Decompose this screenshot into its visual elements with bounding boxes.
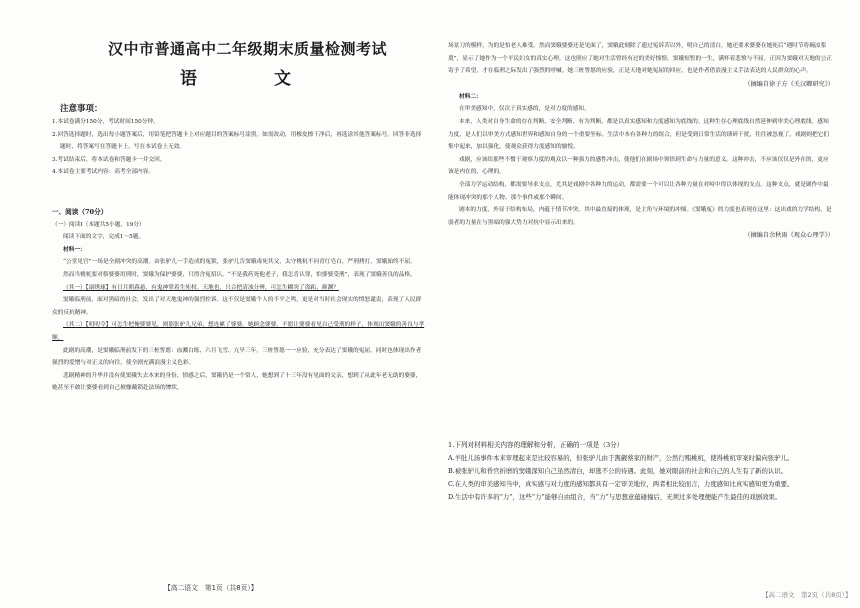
article-paragraph: 本来，人类对自身生命的存在判断、安全判断、有为判断，都是以真实感知和力度感知为底线的。这种生存心理底线自然延伸到审美心理底线。感知力度，是人们以审美方式感知世界和感知自身的一个重要坐标。生活中本有各种力的组合，但是受到日常生活的琐碎干扰，往往被忽视了。戏剧则把它们集中起来，加以强化，使观众获得力度感知的愉悦。 — [448, 118, 830, 151]
subsection-heading: （一）阅读Ⅰ（本题共5小题，19分） — [52, 221, 145, 228]
page-footer-left: 【高二语文 第1页（共8页）】 — [164, 584, 258, 592]
option-d: D.生活中有许多的“力”，这些“力”能够自由组合，当“力”与思想意蕴碰撞后，无须过多处理便能产生最佳的戏剧效果。 — [448, 493, 782, 501]
article-paragraph: 戏剧，应该给那些不惯于观察力度的观众以一种强力的感性冲击，使他们在剧场中领悟到生命与力量的意义。这种冲击，不应该仅仅是外在的，更应该是内在的、心理的。 — [448, 156, 829, 176]
source-citation: （摘编自徐子方《关汉卿研究》） — [744, 80, 834, 88]
article-paragraph: “公堂见官”一场是全剧冲突的高潮。由张驴儿一手造成的冤狱，张驴儿告窦娥毒死其父，太守桃杌不问青红皂白，严刑拷打，窦娥始终不屈。 — [63, 259, 416, 266]
option-b: B.被张驴儿和昏官折磨的窦娥深知自己虽然清白，却逃不公的待遇。此刻，她对眼前的社会和自己的人生有了新的认识。 — [448, 467, 788, 475]
quoted-lyric: （其一）【滚绣球】有日月朝暮悬，有鬼神掌着生死权。天地也，只合把清浊分辨，可怎生糊突了盗跖、颜渊？ — [63, 284, 339, 291]
article-paragraph: 然而当桃杌要对蔡婆婆用刑时，窦娥为保护婆婆，只得含冤招认。“不是我药死他老子，我怎肯认罪，怕婆婆受刑”，表现了窦娥善良的品格。 — [63, 271, 416, 278]
notice-item: 1.本试卷满分150分，考试时间150分钟。 — [52, 119, 159, 125]
material-label: 材料二： — [459, 93, 482, 100]
reading-section — [52, 206, 426, 395]
article-paragraph: 窦娥临刑前，面对黑暗的社会，发出了对天地鬼神的强烈控诉。这不仅是窦娥个人的不平之鸣，更是对当时社会现实的愤怒谴责，表现了人民群众的反抗精神。 — [52, 297, 422, 316]
notice-item: 2.回答选择题时，选出每小题答案后，用铅笔把答题卡上对应题目的答案标号涂黑。如需改动，用橡皮擦干净后，再选涂其他答案标号。回答非选择题时，将答案写在答题卡上。写在本试卷上无效。 — [52, 131, 422, 151]
source-citation: （摘编自余秋雨《观众心理学》） — [744, 232, 834, 240]
article-paragraph: 场景刀的模样，为的是怕老人难受。然而窦娥婆婆还是见面了，窦娥此刻除了遗过冤诉苦以外，明自己的清白，她还要求婆婆在她死后“遇时节将碗凉浆奠”，显示了她作为一个平民妇女的真实心理，这也照应了她对生活曾经有过的美好憧憬。窦娥短暂的一生，满怀着悲愤与不屈。正因为窦娥对天地的公正寄予了希望，才在临刑之际发出了强烈的呼喊。她三桩誓愿的应验，正是天地对她冤屈的回应，也是作者借浪漫主义手法表达的人民群众的心声。 — [448, 43, 832, 75]
notice-list — [52, 116, 426, 179]
material-label: 材料一： — [63, 246, 86, 253]
quoted-lyric: （其二）【叨叨令】可怎生把俺婆婆见，则那张驴儿兄弟，想连累了婆婆。她顾念婆婆，不愿让婆婆看见自己受刑的样子，体现出窦娥的善良与孝顺。 — [52, 322, 425, 341]
question-stem: 1.下列对材料相关内容的理解和分析，正确的一项是（3分） — [448, 441, 624, 449]
option-c: C.在人类的审美感知当中，真实感与对力度的感知都具有一定审美地位，两者相比较而言，力度感知比真实感知更为重要。 — [448, 480, 794, 488]
notice-item: 3.考试结束后，将本试卷和答题卡一并交回。 — [52, 156, 166, 163]
article-paragraph: 悲剧精神的升华并没有使窦娥失去本来的身份，情感之后，窦娥仍是一个常人，她想到了十三年没有见面的父亲，想到了从此年老无助的婆婆，她甚至不敢让婆婆看到自己披枷戴锁赴法场的惨状。 — [52, 372, 422, 392]
article-paragraph: 全部力学运动结构，都需要导求支点，尤其是戏剧中各种力的运动，都需要一个可以让各种力量在对峙中得以体现的支点。这种支点，就是剧作中最能体现冲突的那个人物、那个事件或那个瞬间。 — [448, 181, 829, 201]
notice-item: 4.本试卷主要考试内容：高考全部内容。 — [52, 169, 155, 176]
notice-title: 注意事项： — [60, 104, 103, 114]
article-paragraph: 此剧的高潮，是窦娥临刑前发下的三桩誓愿：血溅白练、六月飞雪、亢旱三年。三桩誓愿一一应验，充分表达了窦娥的冤屈，同时也体现出作者强烈的爱憎与对正义的向往，使全剧充满浪漫主义色彩。 — [52, 347, 422, 367]
article-paragraph: 剧本的力度，外显于结构布局，内蕴于情节冲突。其中最直接的体现，是主角与环境的冲撞。《窦娥冤》的力度也表现在这里：这出戏的力学结构，是弱者的力量在与黑暗的强大势力对抗中显示出来的。 — [448, 207, 832, 226]
question-1 — [448, 438, 834, 504]
article-paragraph: 在审美感知中，仅次于真实感的，是对力度的感知。 — [459, 106, 590, 113]
right-page — [432, 0, 860, 608]
part-heading: 一、阅读（70分） — [52, 208, 108, 216]
exam-title: 汉中市普通高中二年级期末质量检测考试 — [108, 40, 388, 58]
article-continued — [448, 40, 834, 242]
option-a: A.羊肚儿汤事件本来审理起来是比较容易的，但张驴儿由于觊觎蔡家的财产，公然行贿桃杌，使得桃杌审案时偏向张驴儿。 — [448, 454, 794, 462]
reading-instruction: 阅读下面的文字，完成1～5题。 — [63, 234, 145, 241]
subject-title: 语 文 — [180, 69, 321, 89]
page-footer-right: 【高二语文 第2页（共8页）】 — [762, 591, 852, 599]
